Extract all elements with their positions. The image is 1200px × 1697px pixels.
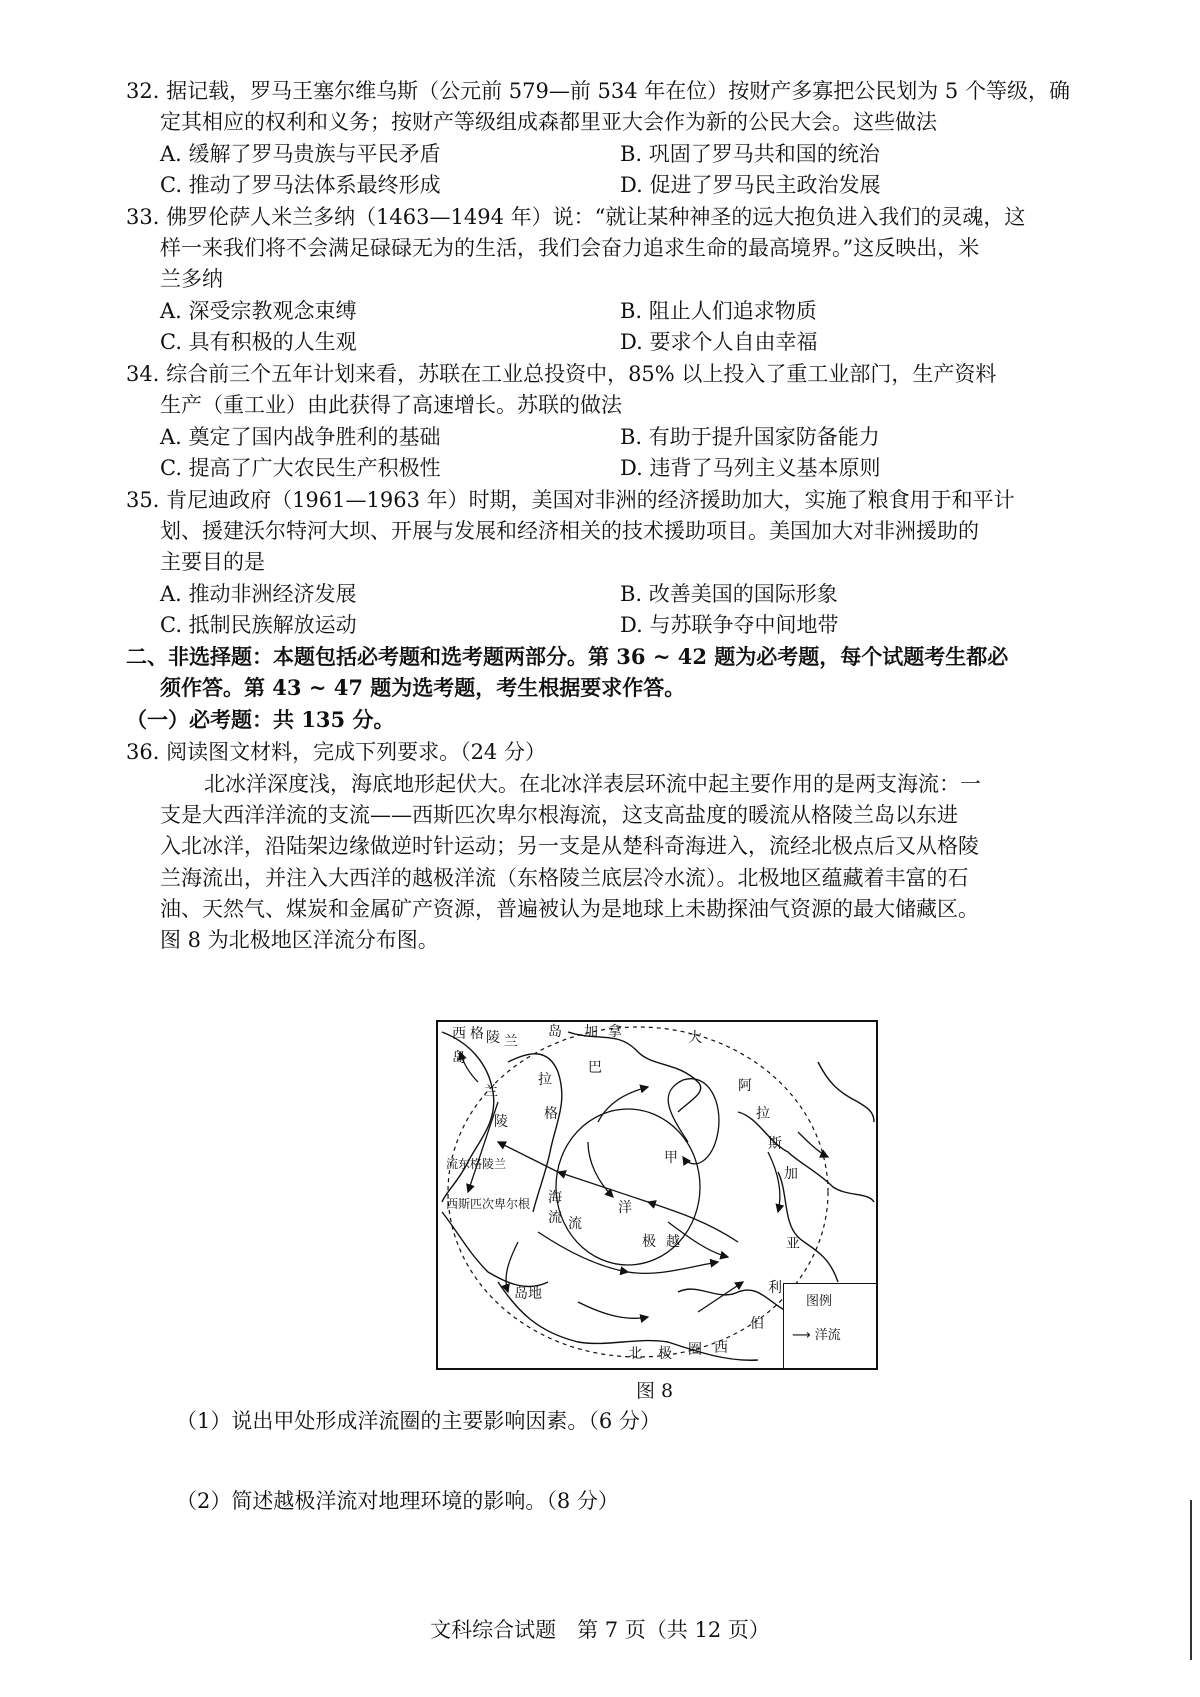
map-label-ba: 巴: [588, 1060, 602, 1076]
q32-option-c: C. 推动了罗马法体系最终形成: [160, 173, 441, 197]
q35-option-c: C. 抵制民族解放运动: [160, 613, 357, 637]
map-label-dongge: 流东格陵兰: [446, 1157, 507, 1171]
q36-sub-question-2: （2）简述越极洋流对地理环境的影响。（8 分）: [176, 1489, 619, 1513]
q36-material-line4: 兰海流出，并注入大西洋的越极洋流（东格陵兰底层冷水流）。北极地区蕴藏着丰富的石: [160, 866, 969, 890]
q32-stem-line2: 定其相应的权利和义务；按财产等级组成森都里亚大会作为新的公民大会。这些做法: [160, 110, 937, 134]
section2-subheading: （一）必考题：共 135 分。: [126, 707, 395, 732]
map-label-si: 斯: [768, 1136, 782, 1152]
ocean-currents: [460, 1052, 828, 1318]
arctic-ocean-current-map: [436, 1020, 878, 1370]
map-label-ji: 极: [642, 1234, 656, 1250]
map-label-jia2: 加: [784, 1166, 798, 1182]
map-label-xi2: 西: [714, 1340, 728, 1356]
map-label-ji2: 极: [658, 1346, 672, 1362]
map-label-yang: 洋: [618, 1200, 632, 1216]
q32-option-a: A. 缓解了罗马贵族与平民矛盾: [160, 142, 441, 166]
legend-item-label: 洋流: [814, 1328, 841, 1343]
q36-material-line2: 支是大西洋洋流的支流——西斯匹次卑尔根海流，这支高盐度的暖流从格陵兰岛以东进: [160, 803, 958, 827]
map-label-liu2: 流: [548, 1210, 562, 1226]
q32-option-b: B. 巩固了罗马共和国的统治: [620, 142, 880, 166]
map-label-quan: 圈: [688, 1342, 702, 1358]
q36-material-line3: 入北冰洋，沿陆架边缘做逆时针运动；另一支是从楚科奇海进入，流经北极点后又从格陵: [160, 834, 979, 858]
map-label-diqu: 岛地: [514, 1286, 542, 1302]
q35-option-a: A. 推动非洲经济发展: [160, 582, 357, 606]
q36-material-line1: 北冰洋深度浅，海底地形起伏大。在北冰洋表层环流中起主要作用的是两支海流：一: [204, 772, 981, 796]
map-label-bo: 伯: [750, 1316, 764, 1332]
q34-option-c: C. 提高了广大农民生产积极性: [160, 456, 441, 480]
map-label-ge: 格: [470, 1026, 484, 1042]
map-label-hai: 海: [548, 1190, 562, 1206]
q35-stem-line1: 35. 肯尼迪政府（1961—1963 年）时期，美国对非洲的经济援助加大，实施了粮食用于和平计: [126, 488, 1015, 512]
q34-option-d: D. 违背了马列主义基本原则: [620, 456, 881, 480]
map-label-la2: 拉: [538, 1072, 552, 1088]
q33-option-d: D. 要求个人自由幸福: [620, 330, 818, 354]
map-label-xisipi: 西斯匹次卑尔根: [446, 1197, 531, 1211]
arrow-icon: ⟶: [792, 1328, 811, 1343]
section2-heading-line2: 须作答。第 43 ~ 47 题为选考题，考生根据要求作答。: [160, 675, 686, 700]
map-label-ala: 阿: [738, 1078, 752, 1094]
legend-item-ocean-current: [792, 1324, 841, 1343]
map-label-ling2: 陵: [494, 1114, 508, 1130]
q33-stem-line3: 兰多纳: [160, 267, 223, 291]
map-label-jia-mark: 甲: [664, 1150, 678, 1166]
q32-option-d: D. 促进了罗马民主政治发展: [620, 173, 881, 197]
q33-option-c: C. 具有积极的人生观: [160, 330, 357, 354]
map-label-na: 拿: [608, 1024, 622, 1040]
q34-option-a: A. 奠定了国内战争胜利的基础: [160, 425, 441, 449]
map-label-xi: 西: [452, 1026, 466, 1042]
q33-option-b: B. 阻止人们追求物质: [620, 299, 817, 323]
map-label-dao2: 岛: [548, 1024, 562, 1040]
map-label-ling: 陵: [486, 1030, 500, 1046]
page-footer: 文科综合试题 第 7 页（共 12 页）: [430, 1618, 770, 1642]
q34-stem-line2: 生产（重工业）由此获得了高速增长。苏联的做法: [160, 393, 622, 417]
map-label-liu: 流: [568, 1216, 582, 1232]
map-label-lan2: 兰: [484, 1084, 498, 1100]
map-label-da: 大: [688, 1030, 702, 1046]
map-label-lan: 兰: [504, 1034, 518, 1050]
q33-stem-line1: 33. 佛罗伦萨人米兰多纳（1463—1494 年）说：“就让某种神圣的远大抱负进入我们的灵魂，这: [126, 205, 1026, 229]
q34-stem-line1: 34. 综合前三个五年计划来看，苏联在工业总投资中，85% 以上投入了重工业部门，生产资料: [126, 362, 997, 386]
map-label-bei: 北: [628, 1346, 642, 1362]
map-legend: [783, 1283, 876, 1368]
arctic-circle: [448, 1027, 828, 1357]
q35-option-d: D. 与苏联争夺中间地带: [620, 613, 839, 637]
map-label-la: 拉: [756, 1106, 770, 1122]
q32-stem-line1: 32. 据记载，罗马王塞尔维乌斯（公元前 579—前 534 年在位）按财产多寡把公民划为 5 个等级，确: [126, 79, 1070, 103]
map-label-yue: 越: [666, 1234, 680, 1250]
q35-stem-line2: 划、援建沃尔特河大坝、开展与发展和经济相关的技术援助项目。美国加大对非洲援助的: [160, 519, 979, 543]
q35-stem-line3: 主要目的是: [160, 550, 265, 574]
map-label-jia: 加: [584, 1024, 598, 1040]
section2-heading-line1: 二、非选择题：本题包括必考题和选考题两部分。第 36 ~ 42 题为必考题，每个试题考生都必: [126, 644, 1009, 669]
q36-material-line6: 图 8 为北极地区洋流分布图。: [160, 928, 439, 952]
legend-title: 图例: [806, 1294, 833, 1309]
q33-option-a: A. 深受宗教观念束缚: [160, 299, 357, 323]
q33-stem-line2: 样一来我们将不会满足碌碌无为的生活，我们会奋力追求生命的最高境界。”这反映出，米: [160, 236, 980, 260]
map-label-dao: 岛: [452, 1050, 466, 1066]
q35-option-b: B. 改善美国的国际形象: [620, 582, 838, 606]
q36-sub-question-1: （1）说出甲处形成洋流圈的主要影响因素。（6 分）: [176, 1409, 661, 1433]
figure-caption: 图 8: [636, 1380, 674, 1402]
q36-material-line5: 油、天然气、煤炭和金属矿产资源，普遍被认为是地球上未勘探油气资源的最大储藏区。: [160, 897, 979, 921]
map-label-ge2: 格: [544, 1106, 558, 1122]
map-label-ya: 亚: [786, 1236, 800, 1252]
q36-stem: 36. 阅读图文材料，完成下列要求。（24 分）: [126, 740, 546, 764]
map-label-li: 利: [768, 1280, 782, 1296]
q34-option-b: B. 有助于提升国家防备能力: [620, 425, 880, 449]
